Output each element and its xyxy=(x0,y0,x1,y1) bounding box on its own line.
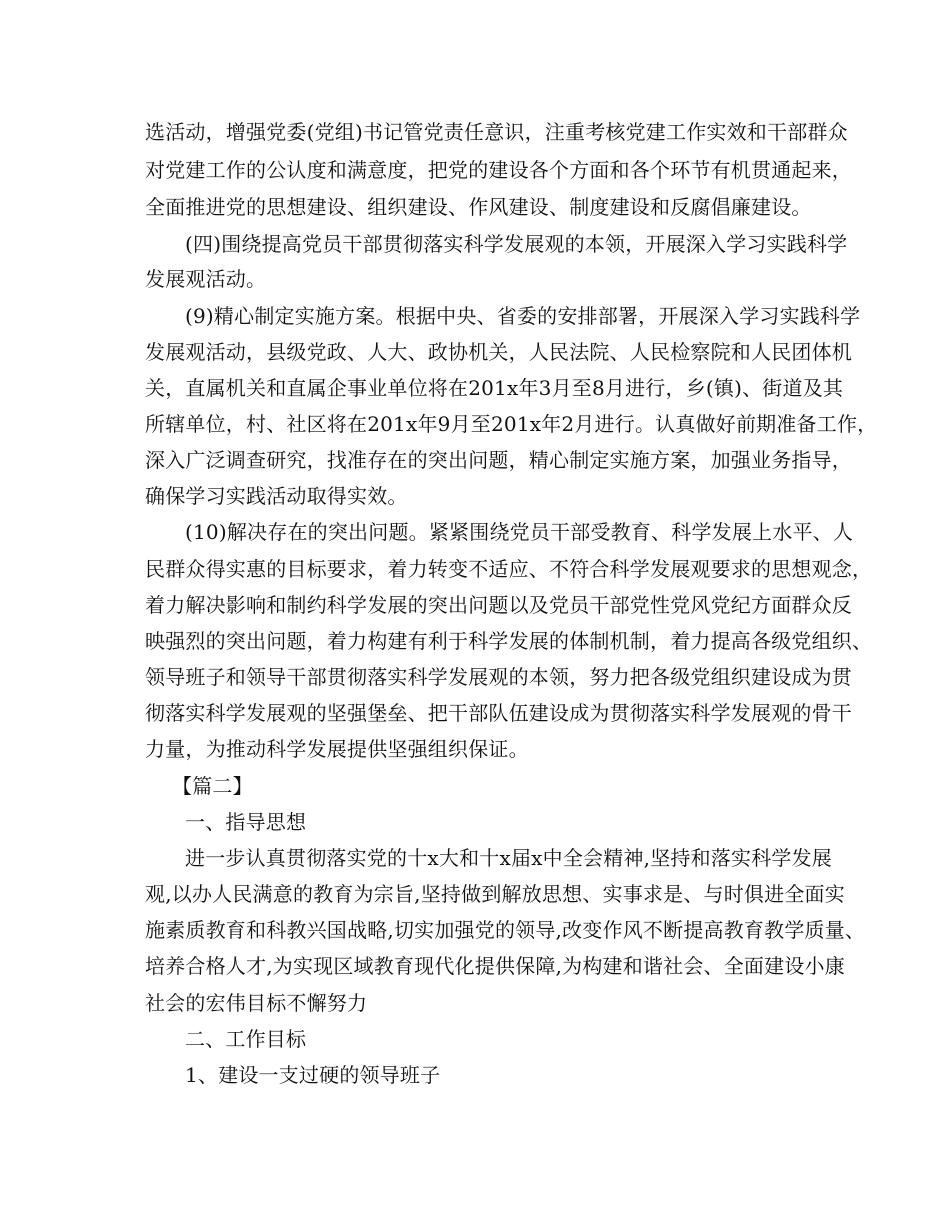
text-line: 发展观活动。 xyxy=(145,267,267,291)
text-line: 领导班子和领导干部贯彻落实科学发展观的本领，努力把各级党组织建设成为贯 xyxy=(145,665,852,689)
text-line: 确保学习实践活动取得实效。 xyxy=(145,484,408,508)
text-line: 力量，为推动科学发展提供坚强组织保证。 xyxy=(145,737,529,761)
text-line: 着力解决影响和制约科学发展的突出问题以及党员干部党性党风党纪方面群众反 xyxy=(145,593,852,617)
text-line: 选活动，增强党委(党组)书记管党责任意识，注重考核党建工作实效和干部群众 xyxy=(145,120,848,144)
text-line: 映强烈的突出问题，着力构建有利于科学发展的体制机制，着力提高各级党组织、 xyxy=(145,629,873,653)
text-line: 全面推进党的思想建设、组织建设、作风建设、制度建设和反腐倡廉建设。 xyxy=(145,195,812,219)
text-line: 1、建设一支过硬的领导班子 xyxy=(185,1063,441,1087)
section-heading: 二、工作目标 xyxy=(185,1027,307,1051)
section-heading: 一、指导思想 xyxy=(185,810,307,834)
text-line: 发展观活动，县级党政、人大、政协机关，人民法院、人民检察院和人民团体机 xyxy=(145,340,852,364)
text-line: 彻落实科学发展观的坚强堡垒、把干部队伍建设成为贯彻落实科学发展观的骨干 xyxy=(145,701,852,725)
text-line: (10)解决存在的突出问题。紧紧围绕党员干部受教育、科学发展上水平、人 xyxy=(185,520,854,544)
text-line: (9)精心制定实施方案。根据中央、省委的安排部署，开展深入学习实践科学 xyxy=(185,304,861,328)
text-line: (四)围绕提高党员干部贯彻落实科学发展观的本领，开展深入学习实践科学 xyxy=(185,232,848,256)
text-line: 进一步认真贯彻落实党的十x大和十x届x中全会精神,坚持和落实科学发展 xyxy=(185,846,832,870)
section-heading: 【篇二】 xyxy=(172,774,253,798)
text-line: 民群众得实惠的目标要求，着力转变不适应、不符合科学发展观要求的思想观念， xyxy=(145,557,873,581)
text-line: 培养合格人才,为实现区域教育现代化提供保障,为构建和谐社会、全面建设小康 xyxy=(145,954,845,978)
text-line: 施素质教育和科教兴国战略,切实加强党的领导,改变作风不断提高教育教学质量、 xyxy=(145,918,866,942)
text-line: 所辖单位，村、社区将在201x年9月至201x年2月进行。认真做好前期准备工作， xyxy=(145,412,878,436)
text-line: 深入广泛调查研究，找准存在的突出问题，精心制定实施方案，加强业务指导， xyxy=(145,448,852,472)
text-line: 观,以办人民满意的教育为宗旨,坚持做到解放思想、实事求是、与时俱进全面实 xyxy=(145,882,845,906)
text-line: 对党建工作的公认度和满意度，把党的建设各个方面和各个环节有机贯通起来， xyxy=(145,158,852,182)
text-line: 关，直属机关和直属企事业单位将在201x年3月至8月进行，乡(镇)、街道及其 xyxy=(145,376,844,400)
text-line: 社会的宏伟目标不懈努力 xyxy=(145,991,368,1015)
